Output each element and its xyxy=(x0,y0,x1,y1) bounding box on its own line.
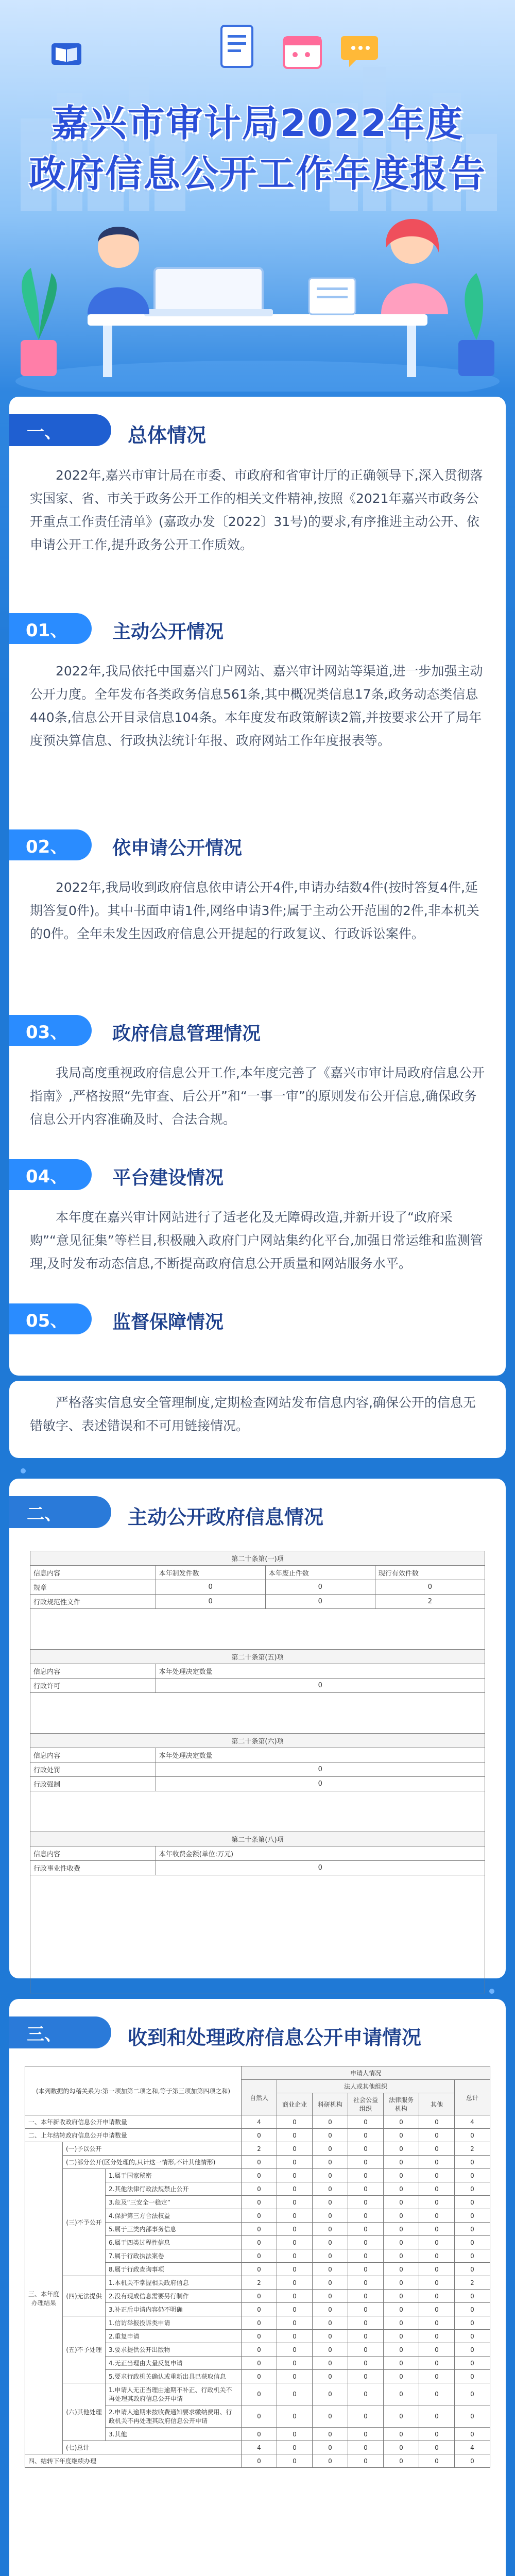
value-cell: 2 xyxy=(242,2142,277,2156)
value-cell: 0 xyxy=(384,2343,419,2357)
value-cell: 0 xyxy=(242,2357,277,2370)
value-cell: 0 xyxy=(384,2383,419,2405)
subsection-1-num: 01、 xyxy=(9,613,92,644)
table-row xyxy=(25,2316,490,2330)
section-2-card xyxy=(9,1479,506,1978)
table-cell: 0 xyxy=(156,1861,485,1875)
value-cell: 0 xyxy=(348,2357,384,2370)
value-cell: 0 xyxy=(384,2223,419,2236)
value-cell: 0 xyxy=(348,2276,384,2290)
table-row xyxy=(25,2454,490,2468)
row-label: 二、上年结转政府信息公开申请数量 xyxy=(25,2129,242,2142)
value-cell: 0 xyxy=(313,2441,348,2454)
value-cell: 0 xyxy=(313,2249,348,2263)
value-cell: 0 xyxy=(277,2303,313,2316)
calendar-icon xyxy=(281,31,327,72)
row-label: 5.要求行政机关确认或重新出具已获取信息 xyxy=(106,2370,242,2383)
report-title xyxy=(0,98,515,199)
overview-card xyxy=(9,397,506,1376)
value-cell: 0 xyxy=(348,2428,384,2441)
section-2-tag: 二、 xyxy=(9,1496,111,1528)
row-label: 1.信访举报投诉类申请 xyxy=(106,2316,242,2330)
value-cell: 0 xyxy=(277,2236,313,2249)
value-cell: 4 xyxy=(242,2441,277,2454)
value-cell: 0 xyxy=(277,2129,313,2142)
row-label: 2.申请人逾期未按收费通知要求缴纳费用、行政机关不再处理其政府信息公开申请 xyxy=(106,2405,242,2428)
row-label: (二)部分公开(区分处理的,只计这一情形,不计其他情形) xyxy=(63,2156,242,2169)
applications-table xyxy=(25,2066,490,2468)
header-banner xyxy=(0,0,515,392)
subsection-5-title: 监督保障情况 xyxy=(112,1312,224,1333)
applications-table-body xyxy=(25,2115,490,2468)
value-cell: 0 xyxy=(455,2196,490,2209)
table-row xyxy=(25,2142,490,2156)
applicant-header: 申请人情况 xyxy=(242,2066,490,2080)
value-cell: 0 xyxy=(455,2290,490,2303)
value-cell: 0 xyxy=(384,2290,419,2303)
block-1-col: 本年制发件数 xyxy=(156,1566,265,1580)
value-cell: 0 xyxy=(419,2182,455,2196)
value-cell: 0 xyxy=(419,2290,455,2303)
legal-col: 科研机构 xyxy=(313,2093,348,2115)
value-cell: 0 xyxy=(277,2441,313,2454)
value-cell: 0 xyxy=(277,2330,313,2343)
row-label: 2.重复申请 xyxy=(106,2330,242,2343)
value-cell: 0 xyxy=(242,2343,277,2357)
table-row xyxy=(25,2156,490,2169)
office-workers-illustration xyxy=(0,185,515,392)
subsection-4-num: 04、 xyxy=(9,1159,92,1190)
value-cell: 0 xyxy=(455,2249,490,2263)
block-1-header: 第二十条第(一)项 xyxy=(30,1551,485,1566)
value-cell: 0 xyxy=(419,2223,455,2236)
value-cell: 0 xyxy=(313,2182,348,2196)
row-label: 6.属于四类过程性信息 xyxy=(106,2236,242,2249)
value-cell: 0 xyxy=(384,2129,419,2142)
value-cell: 0 xyxy=(384,2156,419,2169)
table-cell: 行政强制 xyxy=(30,1777,156,1791)
chat-bubble-icon xyxy=(340,31,381,72)
value-cell: 0 xyxy=(242,2196,277,2209)
value-cell: 0 xyxy=(277,2263,313,2276)
value-cell: 0 xyxy=(455,2316,490,2330)
value-cell: 0 xyxy=(348,2454,384,2468)
row-label: 3.补正后申请内容仍不明确 xyxy=(106,2303,242,2316)
value-cell: 0 xyxy=(313,2223,348,2236)
value-cell: 0 xyxy=(277,2316,313,2330)
value-cell: 0 xyxy=(313,2169,348,2182)
value-cell: 0 xyxy=(277,2454,313,2468)
legal-entity-header: 法人或其他组织 xyxy=(277,2080,455,2093)
subsection-5-num: 05、 xyxy=(9,1303,92,1334)
value-cell: 0 xyxy=(419,2276,455,2290)
value-cell: 0 xyxy=(348,2263,384,2276)
value-cell: 0 xyxy=(242,2383,277,2405)
subgroup-label: (六)其他处理 xyxy=(63,2383,106,2441)
value-cell: 0 xyxy=(384,2428,419,2441)
value-cell: 0 xyxy=(419,2236,455,2249)
value-cell: 0 xyxy=(277,2290,313,2303)
value-cell: 0 xyxy=(348,2236,384,2249)
legal-col: 法律服务机构 xyxy=(384,2093,419,2115)
value-cell: 0 xyxy=(348,2303,384,2316)
value-cell: 0 xyxy=(313,2303,348,2316)
subsection-3-num: 03、 xyxy=(9,1015,92,1046)
value-cell: 0 xyxy=(419,2383,455,2405)
table-row xyxy=(25,2115,490,2129)
value-cell: 0 xyxy=(277,2370,313,2383)
value-cell: 0 xyxy=(348,2330,384,2343)
legal-col: 商业企业 xyxy=(277,2093,313,2115)
value-cell: 0 xyxy=(384,2330,419,2343)
subgroup-label: (三)不予公开 xyxy=(63,2169,106,2276)
row-label: 2.没有现成信息需要另行制作 xyxy=(106,2290,242,2303)
value-cell: 0 xyxy=(348,2316,384,2330)
value-cell: 0 xyxy=(419,2209,455,2223)
value-cell: 0 xyxy=(242,2330,277,2343)
value-cell: 0 xyxy=(384,2454,419,2468)
value-cell: 0 xyxy=(384,2316,419,2330)
row-label: (七)总计 xyxy=(63,2441,242,2454)
value-cell: 0 xyxy=(384,2209,419,2223)
value-cell: 0 xyxy=(455,2156,490,2169)
value-cell: 0 xyxy=(277,2343,313,2357)
subgroup-label: (四)无法提供 xyxy=(63,2276,106,2316)
table-cell: 0 xyxy=(156,1595,265,1609)
value-cell: 0 xyxy=(242,2263,277,2276)
value-cell: 0 xyxy=(313,2142,348,2156)
value-cell: 0 xyxy=(419,2169,455,2182)
table-row xyxy=(25,2129,490,2142)
value-cell: 0 xyxy=(455,2405,490,2428)
value-cell: 0 xyxy=(348,2223,384,2236)
decor-dot xyxy=(21,1468,26,1473)
value-cell: 0 xyxy=(348,2196,384,2209)
value-cell: 0 xyxy=(313,2330,348,2343)
value-cell: 0 xyxy=(348,2383,384,2405)
value-cell: 0 xyxy=(313,2196,348,2209)
group-label: 三、本年度办理结果 xyxy=(25,2142,63,2454)
section-3-title: 收到和处理政府信息公开申请情况 xyxy=(128,2026,422,2049)
value-cell: 0 xyxy=(384,2169,419,2182)
subsection-1-text: 2022年,我局依托中国嘉兴门户网站、嘉兴审计网站等渠道,进一步加强主动公开力度。全年发布各类政务信息561条,其中概况类信息17条,政务动态类信息440条,信息公开目录信息104条。本年度发布政策解读2篇,并按要求公开了局年度预决算信息、行政执法统计年报、政府网站工作年度报表等。 xyxy=(30,664,483,748)
value-cell: 0 xyxy=(313,2156,348,2169)
value-cell: 0 xyxy=(313,2405,348,2428)
value-cell: 0 xyxy=(384,2405,419,2428)
value-cell: 0 xyxy=(419,2263,455,2276)
value-cell: 0 xyxy=(277,2428,313,2441)
subgroup-label: (五)不予处理 xyxy=(63,2316,106,2383)
value-cell: 0 xyxy=(313,2209,348,2223)
subsection-3-text: 我局高度重视政府信息公开工作,本年度完善了《嘉兴市审计局政府信息公开指南》,严格按照“先审查、后公开”和“一事一审”的原则发布公开信息,确保政务信息公开内容准确及时、合法合规。 xyxy=(30,1065,485,1127)
table-row xyxy=(25,2383,490,2405)
value-cell: 0 xyxy=(348,2209,384,2223)
value-cell: 0 xyxy=(419,2316,455,2330)
row-label: (一)予以公开 xyxy=(63,2142,242,2156)
value-cell: 0 xyxy=(348,2370,384,2383)
value-cell: 0 xyxy=(313,2370,348,2383)
value-cell: 0 xyxy=(419,2454,455,2468)
row-label: 1.申请人无正当理由逾期不补正、行政机关不再处理其政府信息公开申请 xyxy=(106,2383,242,2405)
block-4-col: 本年收费金额(单位:万元) xyxy=(156,1846,485,1861)
value-cell: 0 xyxy=(384,2182,419,2196)
value-cell: 0 xyxy=(348,2115,384,2129)
value-cell: 0 xyxy=(242,2223,277,2236)
value-cell: 0 xyxy=(313,2276,348,2290)
block-3-header: 第二十条第(六)项 xyxy=(30,1734,485,1748)
row-label: 3.其他 xyxy=(106,2428,242,2441)
value-cell: 0 xyxy=(348,2142,384,2156)
value-cell: 0 xyxy=(242,2169,277,2182)
row-label: 3.危及“三安全一稳定” xyxy=(106,2196,242,2209)
value-cell: 0 xyxy=(419,2129,455,2142)
value-cell: 0 xyxy=(419,2303,455,2316)
row-label: 5.属于三类内部事务信息 xyxy=(106,2223,242,2236)
value-cell: 0 xyxy=(455,2454,490,2468)
value-cell: 0 xyxy=(348,2182,384,2196)
row-label: 8.属于行政查询事项 xyxy=(106,2263,242,2276)
value-cell: 0 xyxy=(348,2441,384,2454)
section-3-tag: 三、 xyxy=(9,2016,111,2048)
table-cell: 0 xyxy=(156,1679,485,1693)
value-cell: 0 xyxy=(313,2357,348,2370)
table-row xyxy=(25,2441,490,2454)
value-cell: 0 xyxy=(277,2169,313,2182)
decor-dot xyxy=(489,1989,494,1994)
table-cell: 行政规范性文件 xyxy=(30,1595,156,1609)
value-cell: 0 xyxy=(242,2316,277,2330)
value-cell: 0 xyxy=(419,2370,455,2383)
supervision-card xyxy=(9,1381,506,1458)
table-cell: 0 xyxy=(265,1580,375,1595)
value-cell: 0 xyxy=(348,2290,384,2303)
value-cell: 0 xyxy=(242,2156,277,2169)
value-cell: 0 xyxy=(242,2236,277,2249)
value-cell: 0 xyxy=(313,2115,348,2129)
table-row xyxy=(25,2169,490,2182)
value-cell: 0 xyxy=(348,2129,384,2142)
value-cell: 0 xyxy=(348,2169,384,2182)
value-cell: 0 xyxy=(419,2428,455,2441)
proactive-disclosure-table-wrap xyxy=(30,1551,485,1993)
legal-col: 社会公益组织 xyxy=(348,2093,384,2115)
value-cell: 0 xyxy=(455,2209,490,2223)
book-logo-icon xyxy=(50,40,82,67)
legal-col: 其他 xyxy=(419,2093,455,2115)
block-1-col: 信息内容 xyxy=(30,1566,156,1580)
value-cell: 0 xyxy=(455,2428,490,2441)
value-cell: 0 xyxy=(348,2156,384,2169)
table-cell: 2 xyxy=(375,1595,485,1609)
value-cell: 0 xyxy=(277,2182,313,2196)
value-cell: 0 xyxy=(313,2263,348,2276)
value-cell: 0 xyxy=(313,2290,348,2303)
value-cell: 0 xyxy=(348,2405,384,2428)
row-label: 2.其他法律行政法规禁止公开 xyxy=(106,2182,242,2196)
value-cell: 0 xyxy=(455,2223,490,2236)
value-cell: 0 xyxy=(384,2142,419,2156)
row-label: 1.本机关不掌握相关政府信息 xyxy=(106,2276,242,2290)
value-cell: 0 xyxy=(277,2156,313,2169)
block-3-col: 本年处理决定数量 xyxy=(156,1748,485,1762)
value-cell: 0 xyxy=(384,2303,419,2316)
subsection-4-text: 本年度在嘉兴审计网站进行了适老化及无障碍改造,并新开设了“政府采购”“意见征集”等栏目,积极融入政府门户网站集约化平台,加强日常运维和监测管理,及时发布动态信息,不断提高政府信息公开质量和网站服务水平。 xyxy=(30,1210,483,1271)
value-cell: 0 xyxy=(384,2441,419,2454)
value-cell: 0 xyxy=(242,2454,277,2468)
subsection-2-title: 依申请公开情况 xyxy=(112,838,243,859)
block-3-col: 信息内容 xyxy=(30,1748,156,1762)
value-cell: 0 xyxy=(277,2196,313,2209)
value-cell: 4 xyxy=(455,2115,490,2129)
value-cell: 0 xyxy=(277,2249,313,2263)
table-cell: 行政事业性收费 xyxy=(30,1861,156,1875)
value-cell: 0 xyxy=(277,2357,313,2370)
value-cell: 0 xyxy=(384,2370,419,2383)
value-cell: 0 xyxy=(313,2383,348,2405)
value-cell: 0 xyxy=(419,2249,455,2263)
value-cell: 0 xyxy=(455,2370,490,2383)
table-cell: 规章 xyxy=(30,1580,156,1595)
table-row xyxy=(25,2276,490,2290)
section-1-title: 总体情况 xyxy=(128,424,207,447)
row-label: 一、本年新收政府信息公开申请数量 xyxy=(25,2115,242,2129)
subsection-1-title: 主动公开情况 xyxy=(112,621,224,642)
value-cell: 0 xyxy=(313,2428,348,2441)
value-cell: 0 xyxy=(419,2343,455,2357)
value-cell: 0 xyxy=(242,2428,277,2441)
section-3-card xyxy=(9,1999,506,2576)
block-2-col: 本年处理决定数量 xyxy=(156,1664,485,1679)
corner-note: (本列数据的勾稽关系为:第一项加第二项之和,等于第三项加第四项之和) xyxy=(25,2066,242,2115)
value-cell: 0 xyxy=(384,2196,419,2209)
value-cell: 0 xyxy=(242,2290,277,2303)
block-1-col: 现行有效件数 xyxy=(375,1566,485,1580)
section-1-tag: 一、 xyxy=(9,414,111,446)
value-cell: 0 xyxy=(277,2405,313,2428)
row-label: 3.要求提供公开出版物 xyxy=(106,2343,242,2357)
value-cell: 0 xyxy=(242,2303,277,2316)
row-label: 4.保护第三方合法权益 xyxy=(106,2209,242,2223)
proactive-disclosure-table xyxy=(30,1551,485,1993)
value-cell: 0 xyxy=(419,2330,455,2343)
table-cell: 0 xyxy=(156,1762,485,1777)
row-label: 7.属于行政执法案卷 xyxy=(106,2249,242,2263)
table-cell: 0 xyxy=(156,1580,265,1595)
section-2-title: 主动公开政府信息情况 xyxy=(128,1506,324,1529)
value-cell: 0 xyxy=(455,2383,490,2405)
value-cell: 0 xyxy=(455,2357,490,2370)
block-2-header: 第二十条第(五)项 xyxy=(30,1650,485,1664)
value-cell: 0 xyxy=(242,2405,277,2428)
value-cell: 0 xyxy=(277,2276,313,2290)
value-cell: 0 xyxy=(313,2129,348,2142)
value-cell: 0 xyxy=(455,2330,490,2343)
value-cell: 0 xyxy=(384,2276,419,2290)
row-label: 四、结转下年度继续办理 xyxy=(25,2454,242,2468)
table-cell: 0 xyxy=(265,1595,375,1609)
subsection-2-num: 02、 xyxy=(9,829,92,860)
table-cell: 行政处罚 xyxy=(30,1762,156,1777)
value-cell: 0 xyxy=(242,2129,277,2142)
table-cell: 0 xyxy=(375,1580,485,1595)
value-cell: 0 xyxy=(277,2209,313,2223)
value-cell: 0 xyxy=(419,2115,455,2129)
value-cell: 0 xyxy=(455,2303,490,2316)
natural-person-header: 自然人 xyxy=(242,2080,277,2115)
value-cell: 0 xyxy=(348,2249,384,2263)
block-1-col: 本年废止件数 xyxy=(265,1566,375,1580)
value-cell: 0 xyxy=(419,2357,455,2370)
row-label: 1.属于国家秘密 xyxy=(106,2169,242,2182)
applications-table-wrap xyxy=(25,2066,490,2468)
value-cell: 0 xyxy=(384,2236,419,2249)
value-cell: 0 xyxy=(419,2441,455,2454)
document-icon xyxy=(216,21,263,72)
value-cell: 0 xyxy=(348,2343,384,2357)
value-cell: 0 xyxy=(277,2142,313,2156)
row-label: 4.无正当理由大量反复申请 xyxy=(106,2357,242,2370)
value-cell: 2 xyxy=(242,2276,277,2290)
value-cell: 0 xyxy=(313,2236,348,2249)
value-cell: 0 xyxy=(277,2383,313,2405)
value-cell: 0 xyxy=(455,2129,490,2142)
value-cell: 2 xyxy=(455,2142,490,2156)
value-cell: 0 xyxy=(242,2182,277,2196)
value-cell: 0 xyxy=(384,2263,419,2276)
value-cell: 0 xyxy=(455,2169,490,2182)
title-line-2: 政府信息公开工作年度报告 xyxy=(28,152,486,195)
subsection-5-text: 严格落实信息安全管理制度,定期检查网站发布信息内容,确保公开的信息无错敏字、表述错误和不可用链接情况。 xyxy=(30,1395,476,1433)
value-cell: 0 xyxy=(384,2115,419,2129)
table-cell: 行政许可 xyxy=(30,1679,156,1693)
value-cell: 2 xyxy=(455,2276,490,2290)
value-cell: 0 xyxy=(384,2357,419,2370)
value-cell: 0 xyxy=(419,2142,455,2156)
value-cell: 0 xyxy=(455,2236,490,2249)
subsection-2-text: 2022年,我局收到政府信息依申请公开4件,申请办结数4件(按时答复4件,延期答复0件)。其中书面申请1件,网络申请3件;属于主动公开范围的2件,非本机关的0件。全年未发生因政府信息公开提起的行政复议、行政诉讼案件。 xyxy=(30,880,479,941)
value-cell: 0 xyxy=(242,2249,277,2263)
value-cell: 0 xyxy=(419,2405,455,2428)
value-cell: 0 xyxy=(313,2343,348,2357)
value-cell: 0 xyxy=(455,2343,490,2357)
value-cell: 0 xyxy=(455,2182,490,2196)
value-cell: 0 xyxy=(455,2263,490,2276)
block-4-col: 信息内容 xyxy=(30,1846,156,1861)
value-cell: 0 xyxy=(242,2370,277,2383)
value-cell: 0 xyxy=(419,2196,455,2209)
value-cell: 4 xyxy=(242,2115,277,2129)
total-header: 总计 xyxy=(455,2080,490,2115)
value-cell: 0 xyxy=(419,2156,455,2169)
subsection-3-title: 政府信息管理情况 xyxy=(112,1023,261,1044)
block-2-col: 信息内容 xyxy=(30,1664,156,1679)
value-cell: 0 xyxy=(277,2223,313,2236)
subsection-4-title: 平台建设情况 xyxy=(112,1167,224,1189)
value-cell: 0 xyxy=(313,2316,348,2330)
value-cell: 4 xyxy=(455,2441,490,2454)
value-cell: 0 xyxy=(313,2454,348,2468)
value-cell: 0 xyxy=(384,2249,419,2263)
value-cell: 0 xyxy=(277,2115,313,2129)
value-cell: 0 xyxy=(242,2209,277,2223)
block-4-header: 第二十条第(八)项 xyxy=(30,1832,485,1846)
title-line-1: 嘉兴市审计局2022年度 xyxy=(51,101,464,145)
overview-text: 2022年,嘉兴市审计局在市委、市政府和省审计厅的正确领导下,深入贯彻落实国家、省、市关于政务公开工作的相关文件精神,按照《2021年嘉兴市政务公开重点工作责任清单》(嘉政办发〔2022〕31号)的要求,有序推进主动公开、依申请公开工作,提升政务公开工作质效。 xyxy=(30,468,483,552)
table-cell: 0 xyxy=(156,1777,485,1791)
